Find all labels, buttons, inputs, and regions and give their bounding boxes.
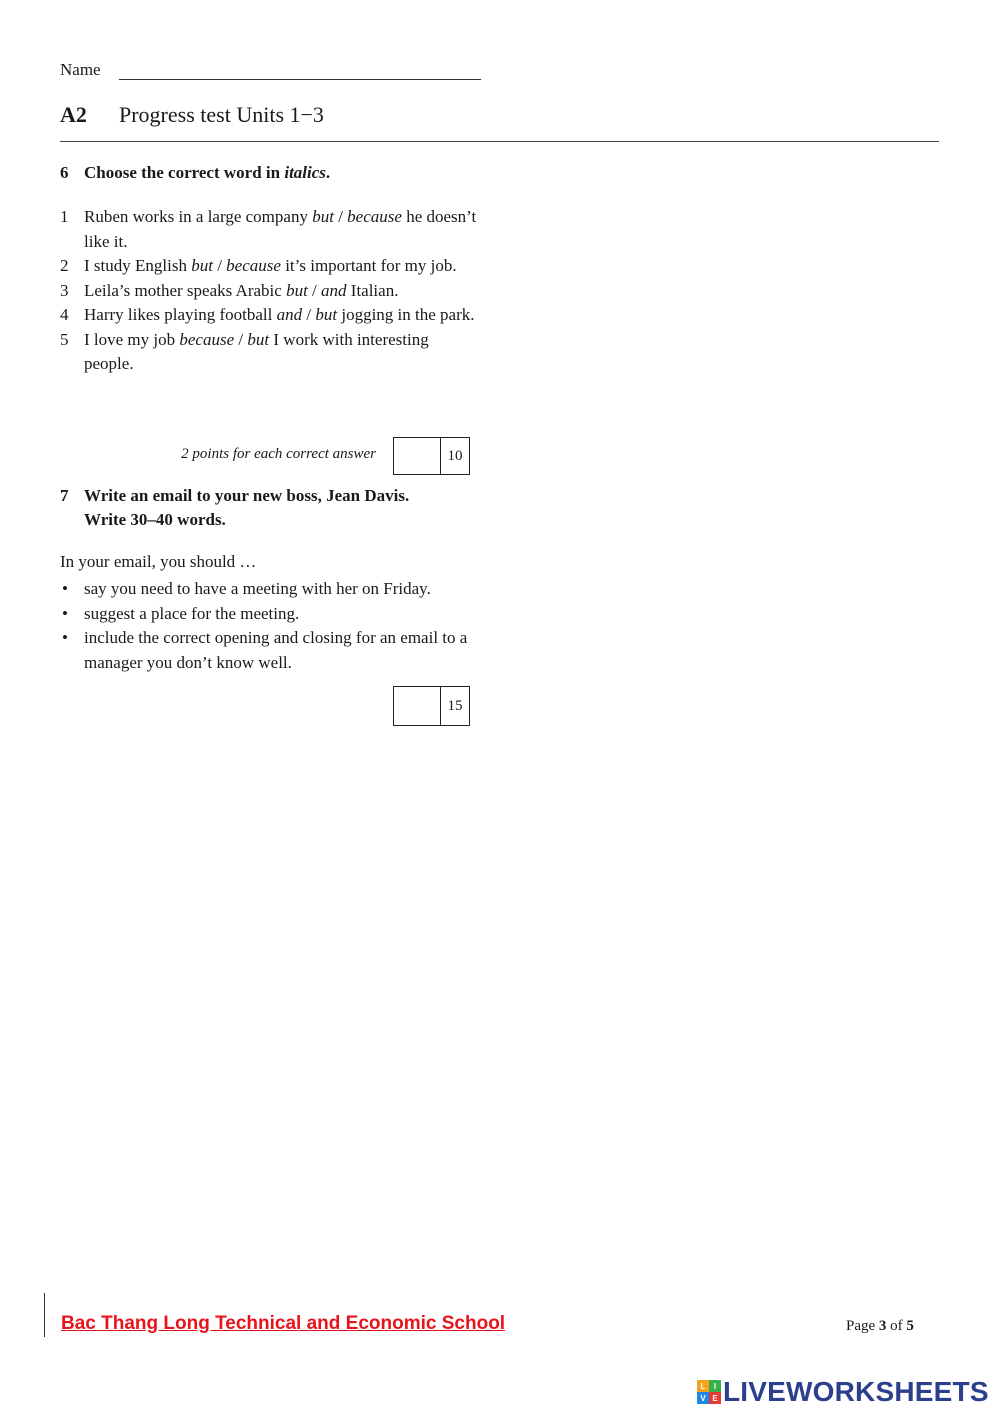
name-label: Name	[60, 60, 101, 79]
logo-letter-e: E	[709, 1392, 721, 1404]
question-instruction: Choose the correct word in italics.	[84, 163, 331, 182]
option-choice[interactable]: because	[226, 256, 281, 275]
brand-text: LIVEWORKSHEETS	[723, 1376, 989, 1407]
email-intro: In your email, you should …	[60, 552, 257, 571]
list-item: 4 Harry likes playing football and / but jogging in the park.	[60, 303, 480, 328]
bullet-icon: •	[62, 628, 68, 647]
level-label: A2	[60, 102, 87, 127]
header-divider	[60, 141, 939, 142]
option-choice[interactable]: but	[315, 305, 338, 324]
page-title: Progress test Units 1−3	[119, 102, 324, 127]
logo-letter-v: V	[697, 1392, 709, 1404]
bullet-icon: •	[62, 603, 68, 623]
page-number: Page 3 of 5	[846, 1318, 914, 1334]
item-number: 1	[60, 207, 69, 226]
question-instruction-line1: Write an email to your new boss, Jean Davis.	[84, 486, 410, 505]
item-number: 2	[60, 256, 69, 275]
list-item: 3 Leila’s mother speaks Arabic but / and Italian.	[60, 279, 480, 304]
option-choice[interactable]: because	[179, 329, 235, 349]
live-logo-icon	[697, 1380, 721, 1404]
max-score: 10	[447, 447, 463, 464]
list-item: • suggest a place for the meeting.	[60, 602, 480, 627]
list-item: 2 I study English but / because it’s important for my job.	[60, 254, 480, 279]
option-choice[interactable]: but	[247, 329, 270, 349]
list-item: • say you need to have a meeting with her on Friday.	[60, 577, 480, 602]
points-note: 2 points for each correct answer	[181, 446, 376, 462]
option-choice[interactable]: but	[286, 280, 308, 300]
list-item: 1 Ruben works in a large company but / because he doesn’t like it.	[60, 207, 477, 251]
logo-letter-l: L	[697, 1380, 709, 1392]
question-6-items	[60, 205, 480, 377]
liveworksheets-logo	[697, 1376, 989, 1408]
footer-divider	[44, 1293, 45, 1337]
score-box-q7	[393, 686, 470, 726]
question-7-heading	[60, 484, 490, 532]
name-answer-line[interactable]	[119, 79, 481, 80]
question-number: 6	[60, 163, 69, 182]
bullet-icon: •	[62, 579, 68, 598]
list-item: • include the correct opening and closing for an email to a manager you don’t know well.	[62, 628, 468, 672]
max-score: 15	[447, 697, 463, 714]
school-name: Bac Thang Long Technical and Economic School	[61, 1313, 506, 1334]
option-choice[interactable]: but	[312, 207, 334, 226]
email-requirements	[60, 577, 480, 675]
logo-letter-i: I	[709, 1380, 721, 1392]
option-choice[interactable]: but	[191, 256, 213, 275]
score-input[interactable]	[394, 687, 441, 725]
question-number: 7	[60, 486, 69, 505]
item-number: 3	[60, 280, 69, 300]
question-6-heading	[60, 161, 490, 185]
score-input[interactable]	[394, 438, 441, 474]
option-choice[interactable]: and	[276, 305, 303, 324]
list-item: 5 I love my job because / but I work with interesting people.	[60, 329, 429, 373]
item-number: 5	[60, 329, 69, 349]
question-instruction-line2: Write 30–40 words.	[84, 510, 226, 529]
item-number: 4	[60, 305, 69, 324]
score-box-q6	[393, 437, 470, 475]
option-choice[interactable]: and	[321, 280, 347, 300]
option-choice[interactable]: because	[347, 207, 402, 226]
